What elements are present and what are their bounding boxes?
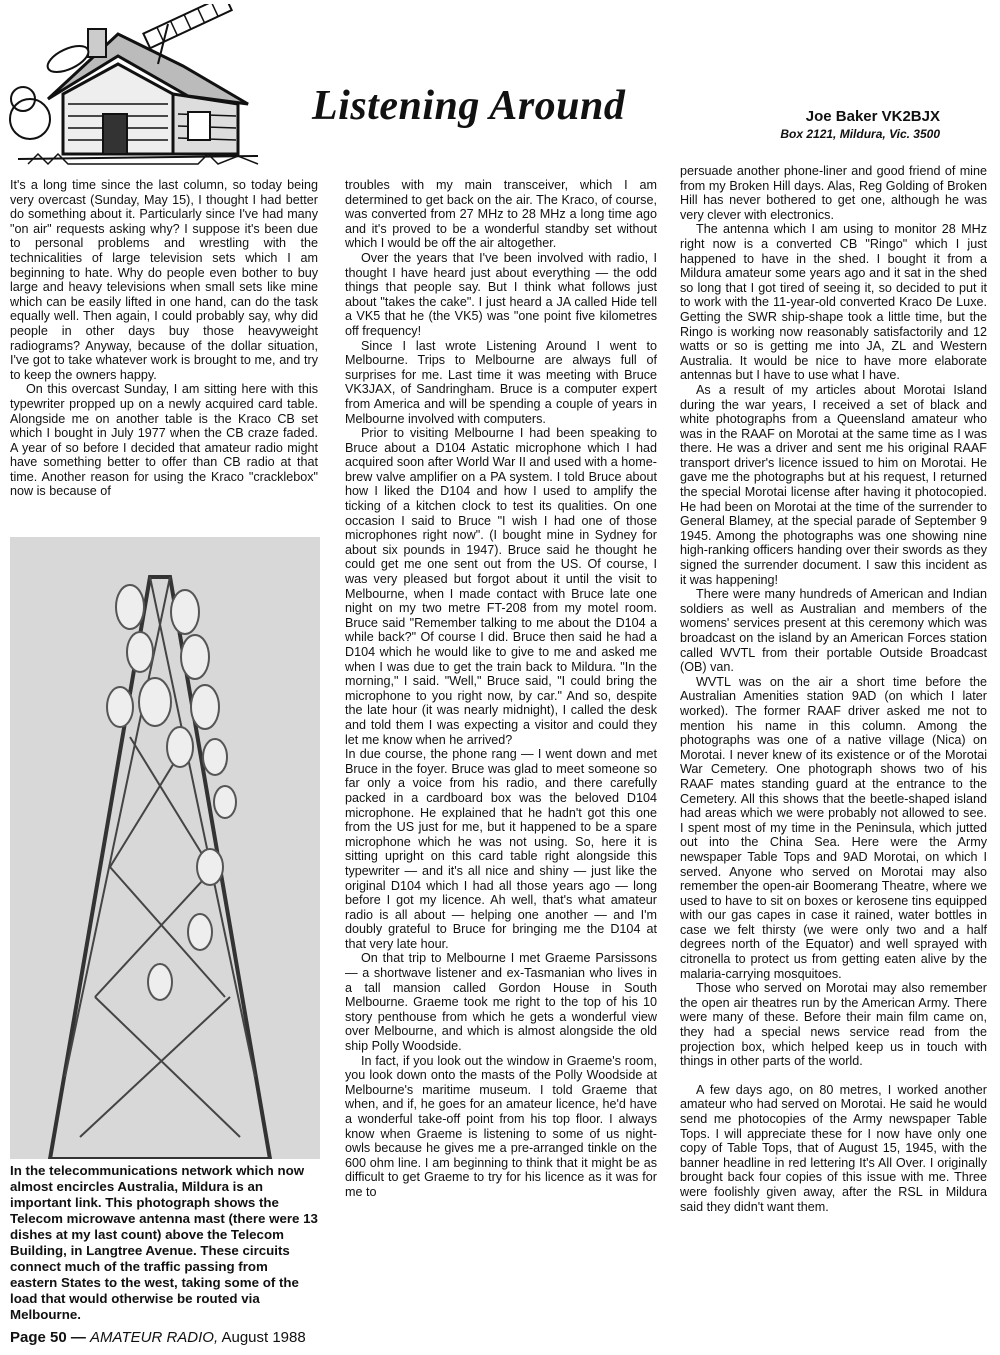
- paragraph: Prior to visiting Melbourne I had been speaking to Bruce about a D104 Astatic microphone which I had acquired soon after World War II and used with a home-brew valve amplifier on a PA system. I told Bruce about how I liked the D104 and how I used to amplify the ticking of a kitchen clock to test its qualities. On one occasion I said to Bruce "I wish I had one of those microphones right now". (I bought mine in Sydney for about six pounds in 1947). Bruce said he thought he could get me one sent out from the US. Of course, I was very pleased but forgot about it until the visit to Melbourne, when I made contact with Bruce late one night on my two metre FT-208 from my motel room. Bruce said "Remember talking to me about the D104 a while back?" Of course I did. Bruce then said he had a D104 which he would like to give to me and asked me when I was due to get the train back to Mildura. "In the morning," I said. "Well," Bruce said, "I could bring the microphone to you right now, by car." And so, despite the late hour (it was nearly midnight), I called the desk and told them I was expecting a visitor and could they let me know when he arrived?: [345, 426, 657, 747]
- paragraph: Over the years that I've been involved with radio, I thought I have heard just about everything — the odd things that people say. But I think what follows just about "takes the cake". I just heard a JA called Hide tell a VK5 that he (the VK5) was "one point five kilometres off frequency!: [345, 250, 657, 338]
- column-2: [345, 178, 657, 1200]
- paragraph: WVTL was on the air a short time before the Australian Amenities station 9AD (on which I later worked). The former RAAF driver asked me not to mention his name in this column. Among the photographs was one of a native village (Nica) on Morotai. I never knew of its existence or of the Morotai War Cemetery. One photograph shows two of his RAAF mates standing guard at the entrance to the Cemetery. All this shows that the beetle-shaped island had areas which we were probably not allowed to see. I spent most of my time in the Peninsula, which jutted out into the China Sea. Here were the Army newspaper Table Tops and 9AD Morotai, on which I served. Anyone who served on Morotai may also remember the open-air Boomerang Theatre, where we used to have to sit on boxes or kerosene tins equipped with our gas capes in case it rained, water bottles in case we felt thirsty (we were only two and a half degrees north of the Equator) and well sprayed with citronella to protect us from getting eaten alive by the malaria-carrying mosquitoes.: [680, 674, 987, 981]
- paragraph: On that trip to Melbourne I met Graeme Parsissons — a shortwave listener and ex-Tasmanian who lives in a tall mansion called Gordon House in South Melbourne. Graeme took me right to the top of his 10 story penthouse from which he gets a wonderful view over Melbourne, and which is almost alongside the old ship Polly Woodside.: [345, 951, 657, 1054]
- issue-date: August 1988: [221, 1329, 306, 1346]
- paragraph: troubles with my main transceiver, which I am determined to get back on the air. The Kraco, of course, was converted from 27 MHz to 28 MHz a long time ago and it's proved to be a wonderful standby set without which I would be off the air altogether.: [345, 178, 657, 251]
- paragraph: A few days ago, on 80 metres, I worked another amateur who had served on Morotai. He said he would send me photocopies of the Army newspaper Table Tops. I will appreciate these for I now have only one copy of Table Tops, that of August 15, 1945, with the banner headline in red lettering It's All Over. I originally brought back four copies of this issue with me. Three were foolishly given away, after the RSL in Mildura said they didn't want them.: [680, 1082, 987, 1214]
- paragraph: In due course, the phone rang — I went down and met Bruce in the foyer. Bruce was glad to meet someone so far only a voice from his radio, and there carefully packed in a cardboard box was the beloved D104 microphone. He explained that he hadn't got this one from the US just for me, but it happened to be a spare microphone which he was not using. So, here it is sitting upright on this card table right alongside this typewriter — and it's all nice and shiny — just like the original D104 which I had all those years ago — long before I got my licence. Ah well, that's what amateur radio is all about — helping one another — and I'm doubly grateful to Bruce for bringing me the D104 at that very late hour.: [345, 747, 657, 951]
- author-address: Box 2121, Mildura, Vic. 3500: [780, 127, 940, 141]
- paragraph: persuade another phone-liner and good friend of mine from my Broken Hill days. Alas, Reg Golding of Broken Hill has never bothered to get one, although he was very clever with electronics.: [680, 164, 987, 222]
- author-name: Joe Baker VK2BJX: [805, 108, 940, 125]
- paragraph: In fact, if you look out the window in Graeme's room, you look down onto the masts of the Polly Woodside at Melbourne's maritime museum. I told Graeme that when, and if, he goes for an amateur licence, he'd have a wonderful take-off point from his top floor. I always know when Graeme is listening to some of us night-owls because he gives me a pre-arranged tinkle on the 600 ohm line. I am beginning to think that it might be as difficult to get Graeme to try for his licence as it was for me to: [345, 1053, 657, 1199]
- paragraph: The antenna which I am using to monitor 28 MHz right now is a converted CB "Ringo" which I just happened to have in the shed. I bought it from a Mildura amateur some years ago and it sat in the shed so long that I got tired of seeing it, so decided to put it to work with the 11-year-old converted Kraco De Luxe. Getting the SWR ship-shape took a little time, but the Ringo is working now reasonably satisfactorily and 12 watts or so is getting me into JA, ZL and Western Australia. It would be nice to have more elaborate antennas but I have to use what I have.: [680, 222, 987, 383]
- column-1: [10, 178, 318, 499]
- paragraph: There were many hundreds of American and Indian soldiers as well as Australian and members of the womens' services present at this ceremony which was broadcast on the island by an American Forces station called WVTL from their portable Outside Broadcast (OB) van.: [680, 587, 987, 675]
- author-block: [780, 108, 940, 141]
- photo-caption: In the telecommunications network which now almost encircles Australia, Mildura is an important link. This photograph shows the Telecom microwave antenna mast (there were 13 dishes at my last count) above the Telecom Building, in Langtree Avenue. These circuits connect much of the traffic passing from eastern States to the west, taking some of the load that would otherwise be routed via Melbourne.: [10, 1163, 318, 1322]
- radio-shack-logo: [8, 4, 278, 172]
- paragraph: Those who served on Morotai may also remember the open air theatres run by the American Army. There were many of these. Before their main film came on, they had a special news service read from the projection box, which helped keep us in touch with things in other parts of the world.: [680, 981, 987, 1069]
- paragraph: It's a long time since the last column, so today being very overcast (Sunday, May 15), I thought I had better do something about it. Particularly since I've had many "on air" requests asking why? I suppose it's been due to personal problems and wrestling with the technicalities of large television sets which I am beginning to hate. Why do people even bother to buy large and heavy televisions when small sets like mine which can be easily lifted in one hand, can do the task equally well. Then again, I could probably say, why did people in other days buy those heavyweight radiograms? Anyway, because of the dollar situation, I've got to take whatever work is brought to me, and try to keep the owners happy.: [10, 178, 318, 382]
- paragraph: Since I last wrote Listening Around I went to Melbourne. Trips to Melbourne are always full of surprises for me. Last time it was meeting with Bruce VK3JAX, of Sandringham. Bruce is a computer expert from America and will be spending a couple of years in Melbourne involved with computers.: [345, 338, 657, 426]
- antenna-mast-photo: [10, 537, 320, 1159]
- column-3: [680, 164, 987, 1214]
- paragraph: On this overcast Sunday, I am sitting here with this typewriter propped up on a newly acquired card table. Alongside me on another table is the Kraco CB set which I bought in July 1977 when the CB craze faded. A year of so before I decided that amateur radio might have something better to offer than CB radio at that time. Another reason for using the Kraco "cracklebox" now is because of: [10, 382, 318, 499]
- magazine-name: AMATEUR RADIO,: [90, 1329, 219, 1346]
- article-title: Listening Around: [312, 83, 626, 129]
- paragraph: As a result of my articles about Morotai Island during the war years, I received a set of black and white photographs from a Queensland amateur who was in the RAAF on Morotai at the same time as I was there. He was a driver and sent me his original RAAF transport driver's licence issued to him on Morotai. He gave me the photographs but at his request, I returned the special Morotai license after having it photocopied. He had been on Morotai at the time of the surrender to General Blamey, at the special parade of September 9 1945. Among the photographs was one showing nine high-ranking officers handing over their swords as they signed the surrender document. I saw this incident as it was happening!: [680, 382, 987, 587]
- page-footer: [10, 1329, 306, 1346]
- page-number: Page 50 —: [10, 1329, 86, 1346]
